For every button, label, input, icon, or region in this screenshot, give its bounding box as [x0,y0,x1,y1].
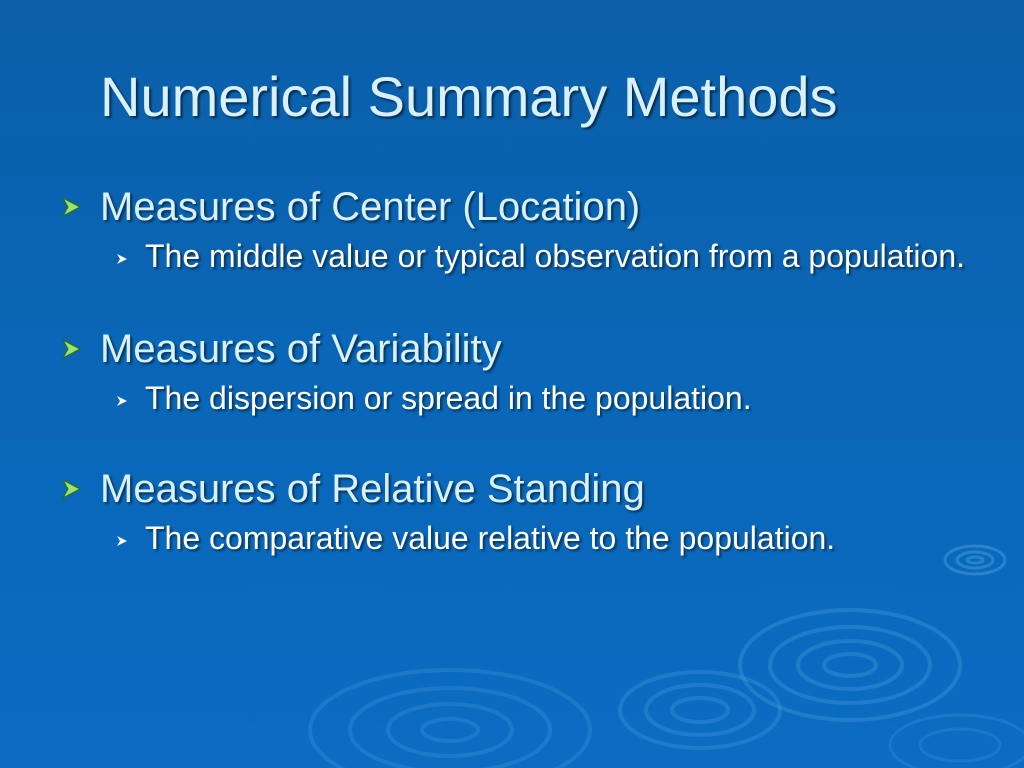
bullet-text: Measures of Relative Standing [100,467,645,511]
green-arrow-bullet-icon [60,182,100,224]
sub-bullet-text: The middle value or typical observation from a population. [145,238,965,274]
green-arrow-bullet-icon [60,464,100,506]
white-arrow-bullet-icon [115,518,145,553]
bullet-item [60,324,990,418]
bullet-item [60,182,990,276]
white-arrow-bullet-icon [115,378,145,413]
slide-title: Numerical Summary Methods [100,65,838,128]
sub-bullet-text: The comparative value relative to the population. [145,520,836,556]
green-arrow-bullet-icon [60,324,100,366]
sub-bullet-text: The dispersion or spread in the population. [145,380,752,416]
bullet-text: Measures of Center (Location) [100,185,641,229]
bullet-list [60,182,990,558]
white-arrow-bullet-icon [115,236,145,271]
bullet-item [60,464,990,558]
bullet-text: Measures of Variability [100,327,502,371]
